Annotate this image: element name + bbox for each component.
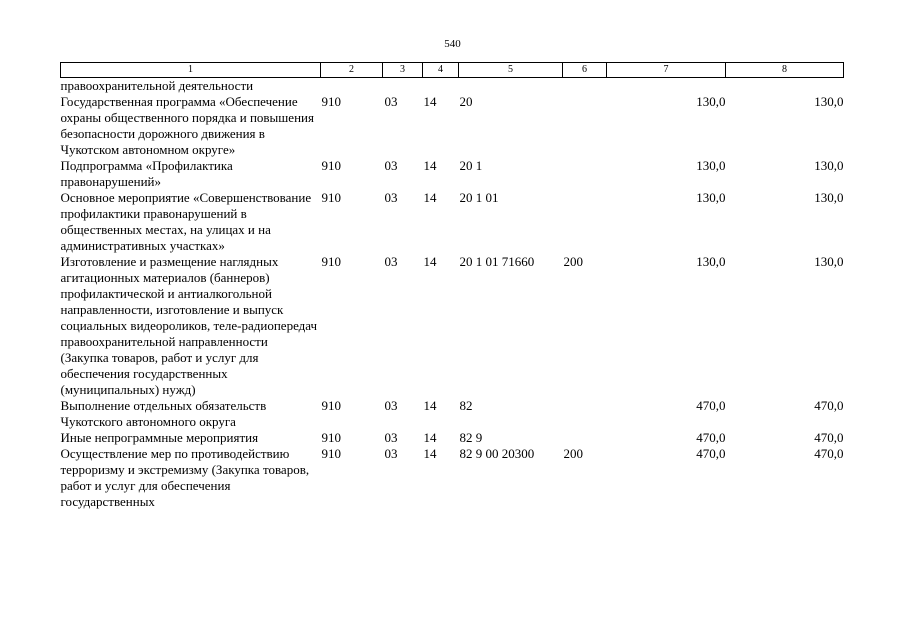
row-name-cell: Иные непрограммные мероприятия <box>60 430 259 445</box>
section-code-cell: 03 <box>384 398 398 413</box>
amount-cell-2: 470,0 <box>814 430 844 445</box>
table-row <box>61 254 844 398</box>
admin-code-cell: 910 <box>321 94 341 109</box>
table-row <box>61 78 844 95</box>
table-row <box>61 446 844 510</box>
row-name-cell: правоохранительной деятельности <box>60 78 254 93</box>
row-name-cell: Осуществление мер по противодействию терроризму и экстремизму (Закупка товаров, работ и услуг для обеспечения государственных <box>60 446 310 509</box>
amount-cell-2: 130,0 <box>814 94 844 109</box>
row-name-cell: Государственная программа «Обеспечение охраны общественного порядка и повышения безопасности дорожного движения в Чукотском автономном округе» <box>60 94 314 157</box>
target-article-cell: 82 <box>459 398 473 413</box>
table-row <box>61 190 844 254</box>
row-name-cell: Основное мероприятие «Совершенствование профилактики правонарушений в общественных местах, на улицах и на административных участках» <box>60 190 312 253</box>
amount-cell-2 <box>726 78 844 95</box>
section-code-cell <box>383 78 423 95</box>
table-row <box>61 94 844 158</box>
budget-table <box>60 62 844 510</box>
table-header <box>61 63 844 78</box>
amount-cell-1: 470,0 <box>696 446 726 461</box>
amount-cell-1: 130,0 <box>696 254 726 269</box>
row-name-cell: Изготовление и размещение наглядных агитационных материалов (баннеров) профилактической и антиалкогольной направленности, изготовление и выпуск социальных видеороликов, теле-радиопередач правоохранительной направленности (Закупка товаров, работ и услуг для обеспечения государственных (муниципальных) нужд) <box>60 254 318 397</box>
header-col-4: 4 <box>423 63 459 78</box>
expense-type-cell: 200 <box>563 446 583 461</box>
target-article-cell: 20 1 01 71660 <box>459 254 535 269</box>
header-col-3: 3 <box>383 63 423 78</box>
amount-cell-2: 470,0 <box>814 446 844 461</box>
admin-code-cell: 910 <box>321 446 341 461</box>
table-row <box>61 398 844 430</box>
table-row <box>61 158 844 190</box>
amount-cell-1 <box>607 78 726 95</box>
subsection-code-cell <box>423 78 459 95</box>
header-row <box>61 63 844 78</box>
section-code-cell: 03 <box>384 446 398 461</box>
admin-code-cell: 910 <box>321 158 341 173</box>
admin-code-cell: 910 <box>321 398 341 413</box>
expense-type-cell <box>563 430 607 446</box>
header-col-5: 5 <box>459 63 563 78</box>
subsection-code-cell: 14 <box>423 430 437 445</box>
target-article-cell: 20 1 <box>459 158 483 173</box>
expense-type-cell <box>563 190 607 254</box>
amount-cell-1: 130,0 <box>696 94 726 109</box>
target-article-cell: 82 9 <box>459 430 483 445</box>
section-code-cell: 03 <box>384 158 398 173</box>
amount-cell-1: 130,0 <box>696 190 726 205</box>
header-col-2: 2 <box>321 63 383 78</box>
amount-cell-2: 130,0 <box>814 190 844 205</box>
expense-type-cell <box>563 78 607 95</box>
amount-cell-1: 470,0 <box>696 398 726 413</box>
table-row <box>61 430 844 446</box>
subsection-code-cell: 14 <box>423 94 437 109</box>
expense-type-cell <box>563 398 607 430</box>
header-col-6: 6 <box>563 63 607 78</box>
amount-cell-2: 130,0 <box>814 158 844 173</box>
admin-code-cell <box>321 78 383 95</box>
amount-cell-1: 470,0 <box>696 430 726 445</box>
target-article-cell: 20 <box>459 94 473 109</box>
expense-type-cell <box>563 94 607 158</box>
amount-cell-2: 130,0 <box>814 254 844 269</box>
table-body <box>61 78 844 511</box>
amount-cell-2: 470,0 <box>814 398 844 413</box>
section-code-cell: 03 <box>384 94 398 109</box>
header-col-7: 7 <box>607 63 726 78</box>
amount-cell-1: 130,0 <box>696 158 726 173</box>
page-number: 540 <box>444 38 461 50</box>
admin-code-cell: 910 <box>321 254 341 269</box>
header-col-1: 1 <box>61 63 321 78</box>
subsection-code-cell: 14 <box>423 254 437 269</box>
target-article-cell <box>459 78 563 95</box>
expense-type-cell <box>563 158 607 190</box>
header-col-8: 8 <box>726 63 844 78</box>
row-name-cell: Подпрограмма «Профилактика правонарушений» <box>60 158 233 189</box>
target-article-cell: 20 1 01 <box>459 190 499 205</box>
expense-type-cell: 200 <box>563 254 583 269</box>
subsection-code-cell: 14 <box>423 158 437 173</box>
subsection-code-cell: 14 <box>423 190 437 205</box>
subsection-code-cell: 14 <box>423 398 437 413</box>
section-code-cell: 03 <box>384 254 398 269</box>
section-code-cell: 03 <box>384 430 398 445</box>
admin-code-cell: 910 <box>321 190 341 205</box>
admin-code-cell: 910 <box>321 430 341 445</box>
row-name-cell: Выполнение отдельных обязательств Чукотского автономного округа <box>60 398 267 429</box>
subsection-code-cell: 14 <box>423 446 437 461</box>
target-article-cell: 82 9 00 20300 <box>459 446 535 461</box>
section-code-cell: 03 <box>384 190 398 205</box>
